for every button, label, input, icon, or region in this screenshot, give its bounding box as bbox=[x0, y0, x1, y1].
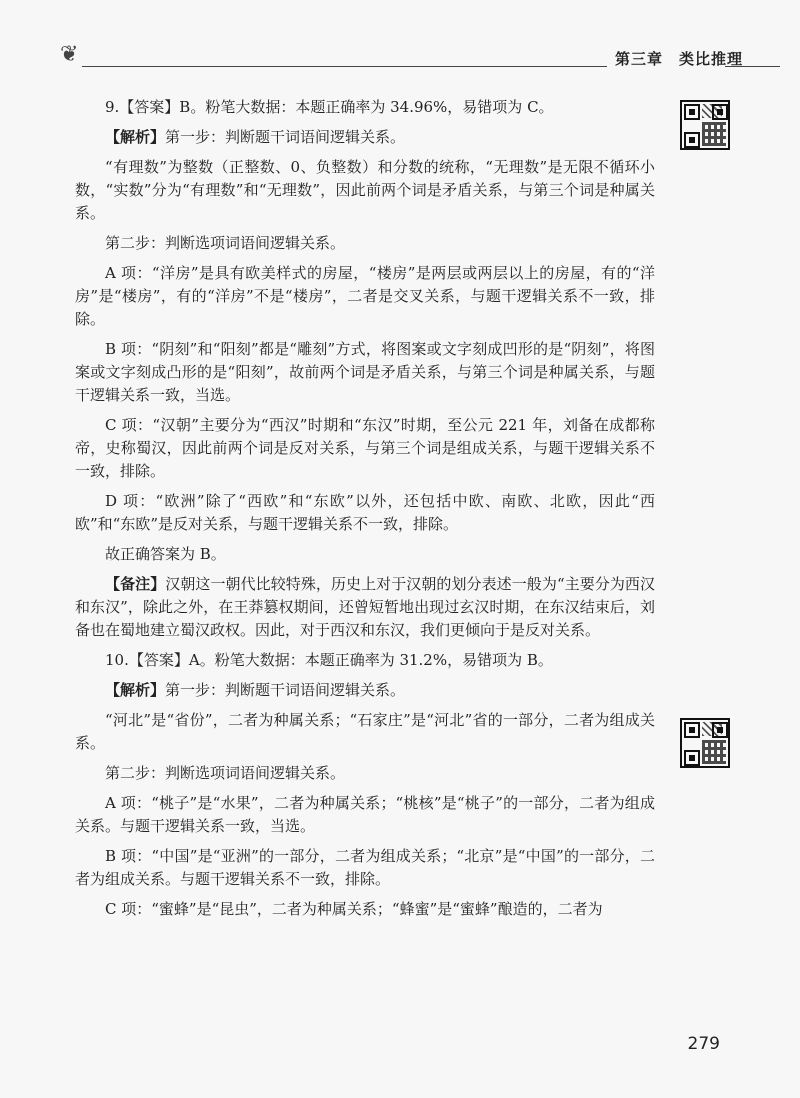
paragraph: 【解析】第一步：判断题干词语间逻辑关系。 bbox=[105, 681, 406, 699]
paragraph: D 项：“欧洲”除了“西欧”和“东欧”以外，还包括中欧、南欧、北欧，因此“西欧”和“东欧”是反对关系，与题干逻辑关系不一致，排除。 bbox=[75, 492, 655, 533]
page-number: 279 bbox=[687, 1034, 720, 1054]
paragraph: A 项：“洋房”是具有欧美样式的房屋，“楼房”是两层或两层以上的房屋，有的“洋房”是“楼房”，有的“洋房”不是“楼房”，二者是交叉关系，与题干逻辑关系不一致，排除。 bbox=[75, 264, 655, 328]
header-rule bbox=[82, 66, 607, 67]
paragraph: A 项：“桃子”是“水果”，二者为种属关系；“桃核”是“桃子”的一部分，二者为组成关系。与题干逻辑关系一致，当选。 bbox=[75, 794, 655, 835]
paragraph: B 项：“中国”是“亚洲”的一部分，二者为组成关系；“北京”是“中国”的一部分，二者为组成关系。与题干逻辑关系不一致，排除。 bbox=[75, 847, 655, 888]
paragraph: 【备注】汉朝这一朝代比较特殊，历史上对于汉朝的划分表述一般为“主要分为西汉和东汉”，除此之外，在王莽篡权期间，还曾短暂地出现过玄汉时期，在东汉结束后，刘备也在蜀地建立蜀汉政权。因此，对于西汉和东汉，我们更倾向于是反对关系。 bbox=[75, 575, 655, 639]
paragraph: 第二步：判断选项词语间逻辑关系。 bbox=[105, 234, 346, 252]
paragraph: C 项：“蜜蜂”是“昆虫”，二者为种属关系；“蜂蜜”是“蜜蜂”酿造的，二者为 bbox=[105, 900, 603, 918]
paragraph: 故正确答案为 B。 bbox=[105, 545, 226, 563]
paragraph: 10.【答案】A。粉笔大数据：本题正确率为 31.2%，易错项为 B。 bbox=[105, 651, 553, 669]
paragraph: B 项：“阴刻”和“阳刻”都是“雕刻”方式，将图案或文字刻成凹形的是“阴刻”，将图案或文字刻成凸形的是“阳刻”，故前两个词是矛盾关系，与第三个词是种属关系，与题干逻辑关系一致，当选。 bbox=[75, 340, 655, 404]
page-header bbox=[60, 40, 780, 74]
paragraph: 第二步：判断选项词语间逻辑关系。 bbox=[105, 764, 346, 782]
paragraph: “河北”是“省份”，二者为种属关系；“石家庄”是“河北”省的一部分，二者为组成关系。 bbox=[75, 711, 655, 752]
article-body bbox=[75, 96, 655, 928]
qr-code-icon[interactable] bbox=[680, 718, 730, 768]
paragraph: 【解析】第一步：判断题干词语间逻辑关系。 bbox=[105, 128, 406, 146]
paragraph: C 项：“汉朝”主要分为“西汉”时期和“东汉”时期，至公元 221 年，刘备在成都称帝，史称蜀汉，因此前两个词是反对关系，与第三个词是组成关系，与题干逻辑关系不一致，排除。 bbox=[75, 416, 655, 480]
paragraph: “有理数”为整数（正整数、0、负整数）和分数的统称，“无理数”是无限不循环小数，“实数”分为“有理数”和“无理数”，因此前两个词是矛盾关系，与第三个词是种属关系。 bbox=[75, 158, 655, 222]
qr-code-icon[interactable] bbox=[680, 100, 730, 150]
header-rule-right bbox=[725, 66, 780, 67]
chapter-title: 第三章 类比推理 bbox=[615, 50, 744, 68]
paragraph: 9.【答案】B。粉笔大数据：本题正确率为 34.96%，易错项为 C。 bbox=[105, 98, 554, 116]
sprout-icon: ❦ bbox=[60, 42, 79, 67]
